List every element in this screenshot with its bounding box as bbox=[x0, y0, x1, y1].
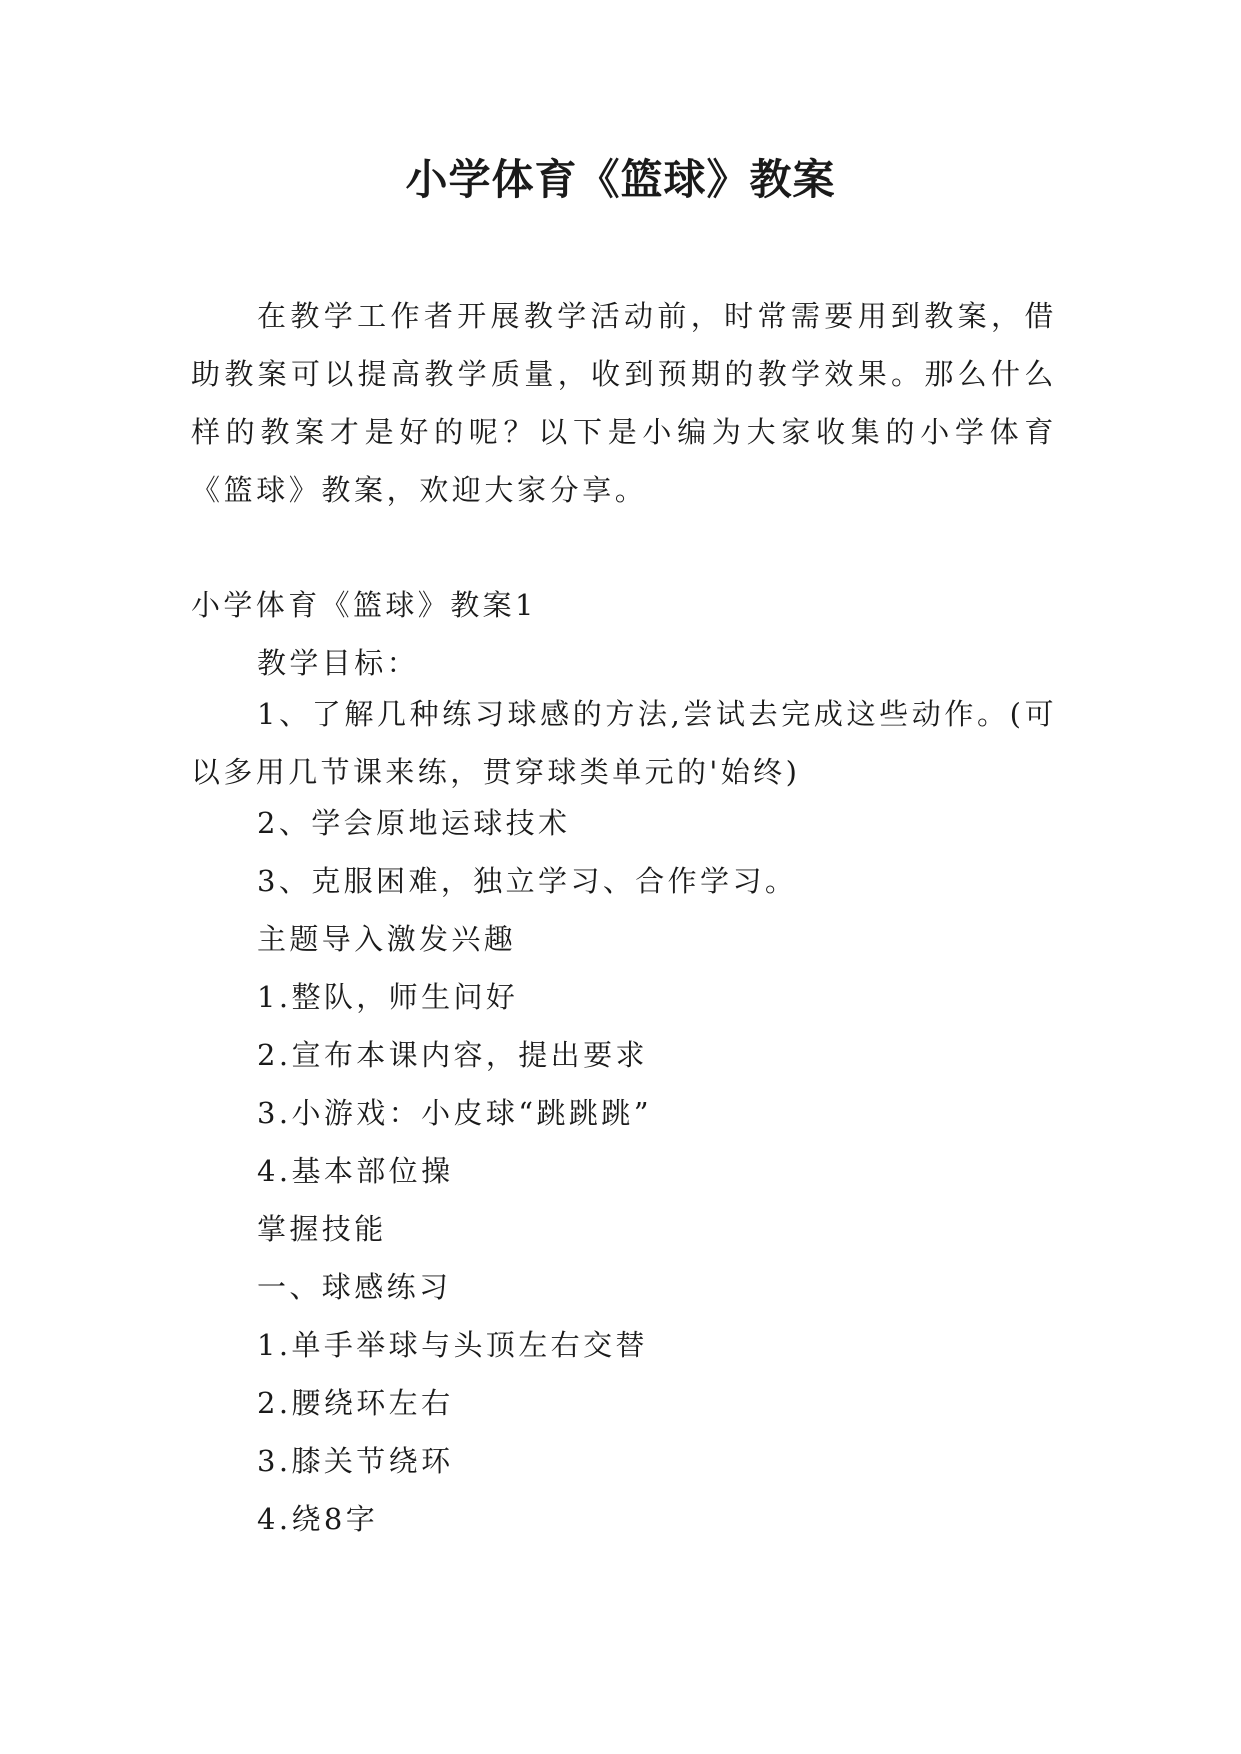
section-heading: 小学体育《篮球》教案1 bbox=[191, 588, 537, 622]
goals-heading: 教学目标： bbox=[257, 646, 420, 680]
list-item: 4.绕8字 bbox=[257, 1502, 379, 1536]
practice-heading: 一、球感练习 bbox=[257, 1270, 452, 1304]
goal-item-1: 1、了解几种练习球感的方法,尝试去完成这些动作。(可以多用几节课来练，贯穿球类单元的'始终) bbox=[191, 697, 1057, 789]
list-item: 3.膝关节绕环 bbox=[257, 1444, 454, 1478]
list-item: 3.小游戏：小皮球“跳跳跳” bbox=[257, 1096, 652, 1130]
goal-item-3: 3、克服困难，独立学习、合作学习。 bbox=[257, 864, 798, 898]
document-title: 小学体育《篮球》教案 bbox=[405, 155, 836, 204]
skills-heading: 掌握技能 bbox=[257, 1212, 387, 1246]
goal-item-2: 2、学会原地运球技术 bbox=[257, 806, 571, 840]
list-item: 1.整队，师生问好 bbox=[257, 980, 519, 1014]
list-item: 2.宣布本课内容，提出要求 bbox=[257, 1038, 648, 1072]
intro-heading: 主题导入激发兴趣 bbox=[257, 922, 517, 956]
intro-paragraph: 在教学工作者开展教学活动前，时常需要用到教案，借助教案可以提高教学质量，收到预期的教学效果。那么什么样的教案才是好的呢？以下是小编为大家收集的小学体育《篮球》教案，欢迎大家分享。 bbox=[191, 299, 1057, 507]
list-item: 4.基本部位操 bbox=[257, 1154, 454, 1188]
list-item: 1.单手举球与头顶左右交替 bbox=[257, 1328, 648, 1362]
list-item: 2.腰绕环左右 bbox=[257, 1386, 454, 1420]
